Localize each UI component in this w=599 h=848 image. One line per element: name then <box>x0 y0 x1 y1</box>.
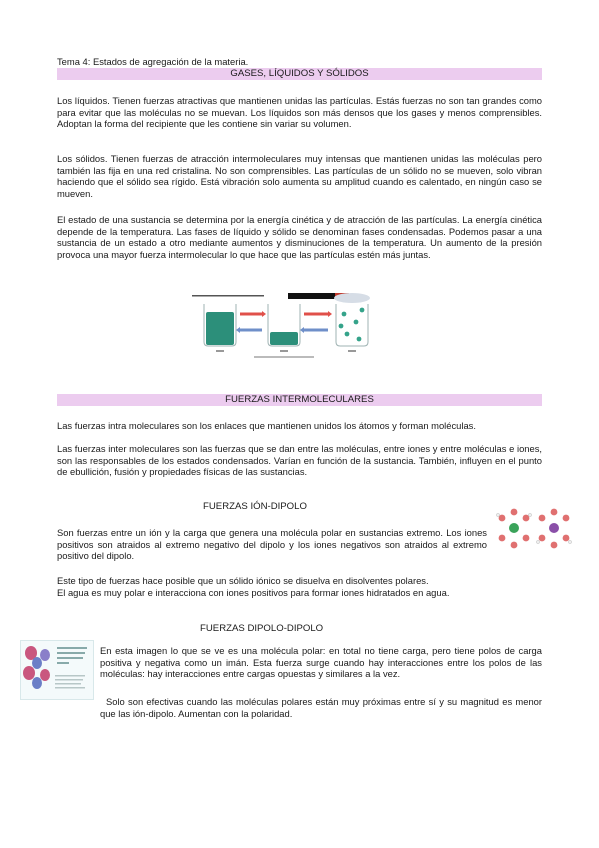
ion-dipole-title: FUERZAS IÓN-DIPOLO <box>203 501 307 512</box>
paragraph-water: El agua es muy polar e interacciona con iones positivos para formar iones hidratados en agua. <box>57 587 450 598</box>
ion-dipole-figure <box>494 506 574 550</box>
states-of-matter-figure <box>192 290 382 362</box>
paragraph-ion-dipole: Son fuerzas entre un ión y la carga que genera una molécula polar en sustancias extremo. Los iones positivos son atraidos al extremo negativo del dipolo y los iones negativos son atraidos al extremo positivo del dipolo. <box>57 527 487 562</box>
paragraph-solids: Los sólidos. Tienen fuerzas de atracción intermoleculares muy intensas que mantienen unidas las moléculas pero también las fija en una red cristalina. No son comprensibles. Las partículas de un sólido no se mueven, solo vibran haciendo que el sólido sea rígido. Está vibración solo aumenta su amplitud cuando es calentado, en ningún caso se mueven. <box>57 153 542 199</box>
dipole-dipole-figure <box>20 640 94 700</box>
paragraph-intramolecular: Las fuerzas intra moleculares son los enlaces que mantienen unidos los átomos y forman moléculas. <box>57 420 476 431</box>
paragraph-intermolecular: Las fuerzas inter moleculares son las fuerzas que se dan entre las moléculas, entre iones y entre moléculas e iones, son las responsables de los estados condensados. Varían en función de la sustancia. También, influyen en el punto de ebullición, fusión y propiedades físicas de las sustancias. <box>57 443 542 478</box>
paragraph-liquids: Los líquidos. Tienen fuerzas atractivas que mantienen unidas las partículas. Estás fuerzas no son tan grandes como para evitar que las moléculas no se muevan. Los líquidos son más densos que los gases y menos comprensibles. Adoptan la forma del recipiente que les contiene sin variar su volumen. <box>57 95 542 130</box>
paragraph-ion-dissolve: Este tipo de fuerzas hace posible que un sólido iónico se disuelva en disolventes polares. <box>57 575 429 586</box>
paragraph-dipole-dipole: En esta imagen lo que se ve es una molécula polar: en total no tiene carga, pero tiene polos de carga positiva y negativa como un imán. Esta fuerza surge cuando hay interacciones entre los polos de las moléculas: hay interacciones entre cargas opuestas y similares a la vez. <box>100 645 542 680</box>
dipole-dipole-title: FUERZAS DIPOLO-DIPOLO <box>200 623 324 634</box>
topic-line: Tema 4: Estados de agregación de la materia. <box>57 56 249 67</box>
section-title-states: GASES, LÍQUIDOS Y SÓLIDOS <box>57 68 542 80</box>
section-title-intermolecular: FUERZAS INTERMOLECULARES <box>57 394 542 406</box>
paragraph-state: El estado de una sustancia se determina por la energía cinética y de atracción de las partículas. La energía cinética depende de la temperatura. Las fases de líquido y sólido se denominan fases condensadas. Podemos pasar a una sustancia de un estado a otro mediante aumentos y disminuciones de la temperatura. Un aumento de la presión provoca una mayor fuerza intermolecular lo que hace que las partículas estén más juntas. <box>57 214 542 260</box>
paragraph-dipole-dipole-2: Solo son efectivas cuando las moléculas polares están muy próximas entre sí y su magnitud es menor que las ión-dipolo. Aumentan con la polaridad. <box>100 696 542 719</box>
